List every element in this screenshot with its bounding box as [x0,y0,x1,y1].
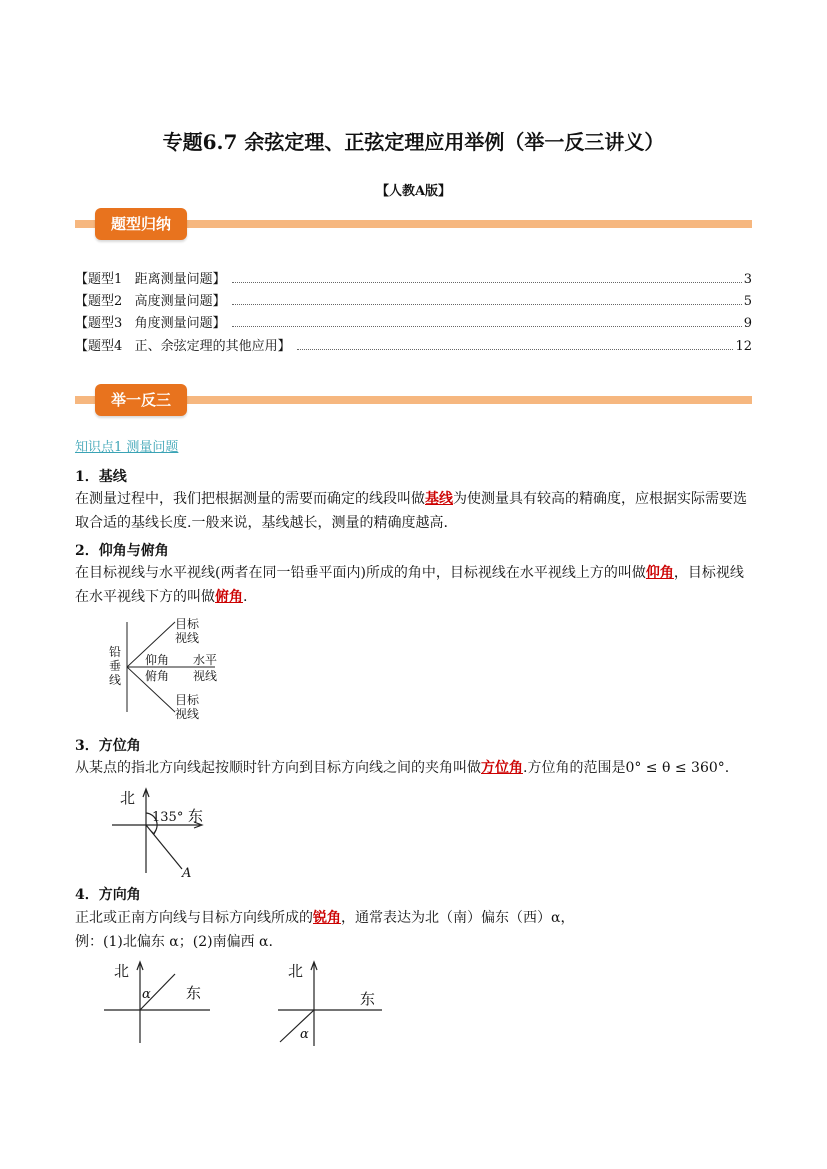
section-paragraph: 正北或正南方向线与目标方向线所成的锐角，通常表达为北（南）偏东（西）α， 例：(1)北偏东 α；(2)南偏西 α. [75,910,575,950]
toc-page: 3 [743,272,752,287]
toc-item[interactable] [75,290,752,312]
svg-text:北: 北 [120,789,136,807]
svg-text:A: A [182,866,192,880]
svg-text:视线: 视线 [193,669,218,683]
svg-text:东: 东 [186,984,202,1002]
toc-label: 【题型3 角度测量问题】 [75,316,226,331]
key-term: 锐角 [313,910,341,926]
svg-text:东: 东 [360,990,376,1008]
toc-label: 【题型1 距离测量问题】 [75,272,226,287]
svg-text:仰角: 仰角 [145,653,170,667]
banner-examples [75,384,752,416]
banner-summary [75,208,752,240]
edition-label: 【人教A版】 [375,184,452,199]
section-paragraph: 在目标视线与水平视线(两者在同一铅垂平面内)所成的角中，目标视线在水平视线上方的叫做仰角，目标视线在水平视线下方的叫做俯角. [75,565,744,605]
toc-item[interactable] [75,312,752,334]
svg-text:北: 北 [114,962,130,980]
key-term: 基线 [425,491,453,507]
svg-text:135°: 135° [152,810,184,825]
toc-item[interactable] [75,268,752,290]
key-term: 方位角 [481,760,523,776]
toc-page: 5 [743,294,752,309]
direction-angle-diagram-ne [100,958,220,1048]
svg-text:α: α [300,1027,309,1042]
page-title: 专题6.7 余弦定理、正弦定理应用举例（举一反三讲义） [162,130,665,154]
direction-angle-diagram-sw [272,958,392,1048]
svg-text:东: 东 [188,807,204,825]
section-heading: 3．方位角 [75,738,141,754]
azimuth-diagram [100,785,220,880]
svg-text:水平: 水平 [193,653,218,667]
key-term: 俯角 [215,589,243,605]
svg-text:俯角: 俯角 [145,669,170,683]
section-paragraph: 从某点的指北方向线起按顺时针方向到目标方向线之间的夹角叫做方位角.方位角的范围是0° ≤ θ ≤ 360°. [75,760,730,776]
toc-label: 【题型4 正、余弦定理的其他应用】 [75,339,291,354]
section-heading: 2．仰角与俯角 [75,543,169,559]
banner-label: 举一反三 [95,384,187,416]
svg-text:线: 线 [109,673,122,687]
section-heading: 1．基线 [75,469,127,485]
svg-text:北: 北 [288,962,304,980]
key-term: 仰角 [645,565,674,581]
svg-text:α: α [142,987,151,1002]
svg-text:目标: 目标 [175,617,200,631]
svg-text:铅: 铅 [109,645,122,659]
knowledge-point-heading: 知识点1 测量问题 [75,440,179,455]
svg-text:垂: 垂 [109,659,122,673]
toc-page: 9 [743,316,752,331]
svg-text:视线: 视线 [175,631,200,645]
section-heading: 4．方向角 [75,887,141,903]
toc-page: 12 [735,339,752,354]
elevation-depression-diagram [105,612,235,727]
svg-text:视线: 视线 [175,707,200,721]
svg-text:目标: 目标 [175,693,200,707]
toc-label: 【题型2 高度测量问题】 [75,294,226,309]
section-paragraph: 在测量过程中，我们把根据测量的需要而确定的线段叫做基线为使测量具有较高的精确度，应根据实际需要选取合适的基线长度.一般来说，基线越长，测量的精确度越高. [75,491,747,531]
banner-label: 题型归纳 [95,208,187,240]
toc-item[interactable] [75,335,752,357]
